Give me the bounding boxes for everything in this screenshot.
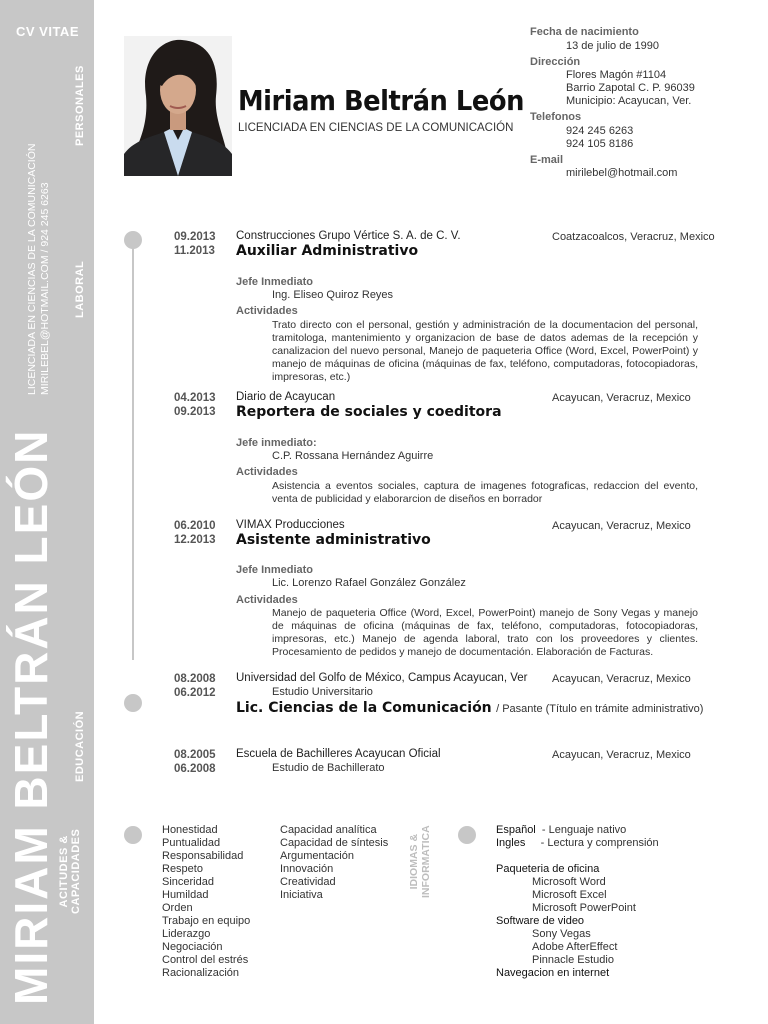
timeline-line (132, 240, 134, 660)
edu-degree-note: / Pasante (Título en trámite administrativo) (496, 703, 704, 715)
job-date-end: 12.2013 (174, 534, 216, 546)
job-activities-label: Actividades (236, 305, 298, 317)
languages-list (496, 824, 659, 980)
candidate-profession: LICENCIADA EN CIENCIAS DE LA COMUNICACIÓN (238, 122, 514, 134)
job-date-end: 09.2013 (174, 406, 216, 418)
job-company: Diario de Acayucan (236, 391, 336, 403)
video-item: Adobe AfterEffect (532, 941, 618, 953)
job-date-end: 11.2013 (174, 245, 215, 257)
job-activities-label: Actividades (236, 466, 298, 478)
job-boss-label: Jefe Inmediato (236, 564, 314, 576)
profile-photo-illustration (124, 36, 232, 176)
list-item: Capacidad analítica (280, 824, 377, 836)
job-dates (174, 391, 216, 419)
section-label-actitudes-line2: CAPACIDADES (70, 828, 82, 914)
birth-value: 13 de julio de 1990 (566, 40, 659, 52)
address-line: Municipio: Acayucan, Ver. (566, 95, 692, 107)
edu-level: Estudio Universitario (272, 686, 373, 698)
languages-section-label (408, 825, 432, 898)
address-block (566, 69, 695, 108)
address-line: Flores Magón #1104 (566, 69, 667, 81)
email-label: E-mail (530, 154, 564, 166)
list-item: Racionalización (162, 967, 240, 979)
list-item: Trabajo en equipo (162, 915, 251, 927)
edu-date-end: 06.2008 (174, 763, 216, 775)
edu-location: Acayucan, Veracruz, Mexico (552, 673, 691, 685)
job-company: VIMAX Producciones (236, 519, 345, 531)
job-activities: Manejo de paqueteria Office (Word, Excel, PowerPoint) manejo de Sony Vegas y manejo de máquinas de oficina (máquinas de fax, teléfono, computadoras, fotocopiadoras, impresoras, etc.) Manejo de agenda laboral, trato con los proveedores y clientes. Procesamiento de pedidos y manejo de documentación. Elaboración de Facturas. (272, 607, 698, 658)
list-item: Argumentación (280, 850, 354, 862)
edu-date-end: 06.2012 (174, 687, 216, 699)
capacities-list (280, 824, 388, 902)
job-location: Acayucan, Veracruz, Mexico (552, 520, 691, 532)
internet-label: Navegacion en internet (496, 967, 610, 979)
language-row (496, 824, 659, 837)
list-item: Liderazgo (162, 928, 211, 940)
phone-label: Telefonos (530, 111, 582, 123)
job-role: Auxiliar Administrativo (236, 243, 419, 259)
job-boss: C.P. Rossana Hernández Aguirre (272, 450, 434, 462)
cv-vitae-label: CV VITAE (16, 24, 79, 39)
address-label: Dirección (530, 56, 581, 68)
job-date-start: 09.2013 (174, 231, 216, 243)
section-label-educacion: EDUCACIÓN (74, 710, 86, 782)
job-boss: Lic. Lorenzo Rafael González González (272, 577, 466, 589)
address-line: Barrio Zapotal C. P. 96039 (566, 82, 695, 94)
edu-date-start: 08.2005 (174, 749, 216, 761)
job-company: Construcciones Grupo Vértice S. A. de C. V. (236, 230, 461, 242)
section-label-actitudes (58, 829, 82, 914)
edu-dates (174, 672, 216, 700)
languages-label-line2: INFORMATICA (420, 825, 432, 898)
job-dates (174, 519, 216, 547)
timeline-dot (124, 694, 142, 712)
list-item: Respeto (162, 863, 203, 875)
list-item: Humildad (162, 889, 209, 901)
list-item: Negociación (162, 941, 223, 953)
profile-photo (124, 36, 232, 176)
edu-location: Acayucan, Veracruz, Mexico (552, 749, 691, 761)
edu-degree-row (236, 699, 703, 717)
edu-dates (174, 748, 216, 776)
phone-number: 924 105 8186 (566, 138, 634, 150)
edu-school: Escuela de Bachilleres Acayucan Oficial (236, 748, 441, 760)
job-date-start: 06.2010 (174, 520, 216, 532)
list-item: Honestidad (162, 824, 218, 836)
list-item: Puntualidad (162, 837, 221, 849)
edu-level: Estudio de Bachillerato (272, 762, 385, 774)
phone-block (566, 125, 633, 151)
email-value: mirilebel@hotmail.com (566, 167, 678, 179)
video-item: Pinnacle Estudio (532, 954, 614, 966)
job-activities: Asistencia a eventos sociales, captura de imagenes fotograficas, redaccion del evento, venta de publicidad y elaborarcion de diseños en borrador (272, 480, 698, 505)
job-dates (174, 230, 216, 258)
sidebar-subtitle (26, 144, 52, 395)
language-name: Español (496, 824, 536, 836)
language-level: - Lectura y comprensión (540, 837, 659, 849)
office-label: Paqueteria de oficina (496, 863, 600, 875)
section-label-personales: PERSONALES (74, 65, 86, 146)
list-item: Responsabilidad (162, 850, 244, 862)
job-boss-label: Jefe Inmediato (236, 276, 314, 288)
job-boss: Ing. Eliseo Quiroz Reyes (272, 289, 394, 301)
list-item: Creatividad (280, 876, 336, 888)
office-item: Microsoft Excel (532, 889, 607, 901)
list-item: Sinceridad (162, 876, 214, 888)
timeline-dot (124, 826, 142, 844)
timeline-dot (458, 826, 476, 844)
job-role: Asistente administrativo (236, 532, 431, 548)
list-item: Capacidad de síntesis (280, 837, 389, 849)
video-item: Sony Vegas (532, 928, 591, 940)
language-name: Ingles (496, 837, 526, 849)
job-activities-label: Actividades (236, 594, 298, 606)
attitudes-list (162, 824, 250, 980)
list-item: Control del estrés (162, 954, 249, 966)
job-date-start: 04.2013 (174, 392, 216, 404)
job-location: Acayucan, Veracruz, Mexico (552, 392, 691, 404)
sidebar-subtitle-line1: LICENCIADA EN CIENCIAS DE LA COMUNICACIÓN (26, 143, 38, 395)
sidebar-subtitle-line2: MIRILEBEL@HOTMAIL.COM / 924 245 6263 (39, 182, 51, 395)
job-location: Coatzacoalcos, Veracruz, Mexico (552, 231, 715, 243)
job-activities: Trato directo con el personal, gestión y administración de la documentacion del personal, tramitologa, mantenimiento y organizacion de base de datos ademas de la recepción y canalizacion del nuevo personal, Manejo de paqueteria Office (Word, Excel, PowerPoint) y manejo de máquinas de oficina (máquinas de fax, teléfono, computadoras, fotocopiadoras, impresoras, etc.) (272, 319, 698, 383)
section-label-laboral: LABORAL (74, 260, 86, 318)
video-label: Software de video (496, 915, 585, 927)
job-role: Reportera de sociales y coeditora (236, 404, 502, 420)
section-label-actitudes-line1: ACITUDES & (58, 835, 70, 908)
birth-label: Fecha de nacimiento (530, 26, 639, 38)
languages-label-line1: IDIOMAS & (408, 833, 420, 890)
edu-date-start: 08.2008 (174, 673, 216, 685)
list-item: Iniciativa (280, 889, 323, 901)
sidebar-big-name: MIRIAM BELTRÁN LEÓN (5, 428, 57, 1005)
candidate-name: Miriam Beltrán León (238, 84, 525, 117)
list-item: Orden (162, 902, 193, 914)
language-row (496, 837, 659, 850)
language-level: - Lenguaje nativo (541, 824, 627, 836)
edu-degree: Lic. Ciencias de la Comunicación (236, 700, 492, 716)
phone-number: 924 245 6263 (566, 125, 634, 137)
job-boss-label: Jefe inmediato: (236, 437, 317, 449)
office-item: Microsoft PowerPoint (532, 902, 636, 914)
edu-school: Universidad del Golfo de México, Campus Acayucan, Ver (236, 672, 528, 684)
list-item: Innovación (280, 863, 334, 875)
office-item: Microsoft Word (532, 876, 606, 888)
timeline-dot (124, 231, 142, 249)
